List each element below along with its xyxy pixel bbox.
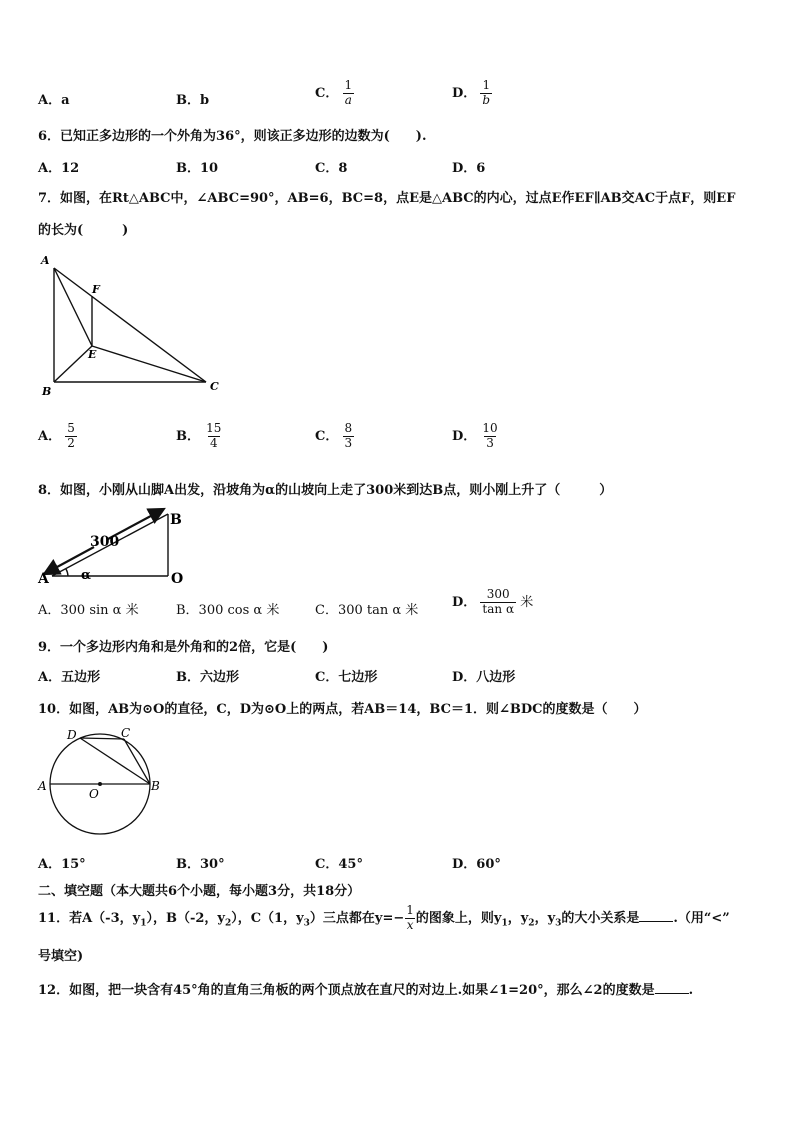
q10-option-a: A．15° bbox=[38, 857, 86, 872]
q6-question: 6．已知正多边形的一个外角为36°，则该正多边形的边数为( ). bbox=[38, 129, 427, 144]
q5-option-c: C． $\frac{1}{a}$ bbox=[315, 78, 353, 107]
q6-option-b: B．10 bbox=[176, 161, 219, 176]
q12-question: 12．如图，把一块含有45°角的直角三角板的两个顶点放在直尺的对边上.如果∠1=20°，那么∠2的度数是 . bbox=[38, 983, 694, 998]
q7-question-line2: 的长为( ) bbox=[38, 223, 129, 238]
q8-label-a: A bbox=[38, 571, 49, 587]
q10-question: 10．如图，AB为⊙O的直径，C，D为⊙O上的两点，若AB＝14，BC＝1．则∠BDC的度数是（ ） bbox=[38, 702, 647, 717]
q9-option-d: D．八边形 bbox=[452, 670, 516, 685]
q6-option-d: D．6 bbox=[452, 161, 486, 176]
q10-option-d: D．60° bbox=[452, 857, 501, 872]
q8-option-a: A．300 sin α 米 bbox=[38, 603, 139, 618]
q7-question-line1: 7．如图，在Rt△ABC中，∠ABC=90°，AB=6，BC=8，点E是△ABC的内心，过点E作EF∥AB交AC于点F，则EF bbox=[38, 191, 736, 206]
q11-question-line2: 号填空) bbox=[38, 949, 84, 964]
q9-question: 9．一个多边形内角和是外角和的2倍，它是( ) bbox=[38, 640, 329, 655]
q8-option-d: D． $\frac{300}{\text{tan α}}$ 米 bbox=[452, 587, 534, 616]
q8-option-b: B．300 cos α 米 bbox=[176, 603, 280, 618]
q10-label-d: D bbox=[67, 728, 77, 742]
q8-label-b: B bbox=[170, 512, 182, 528]
q10-label-c: C bbox=[121, 726, 131, 740]
q7-label-c: C bbox=[210, 380, 219, 393]
q8-question: 8．如图，小刚从山脚A出发，沿坡角为α的山坡向上走了300米到达B点，则小刚上升了（ ） bbox=[38, 483, 613, 498]
q11-question-line1: 11．若A（-3，$y_1$），B（-2，$y_2$），C（1，$y_3$）三点都在y=− $\frac{1}{x}$ 的图象上，则$y_1$，$y_2$，$y_3$的大小关系是 .（用“<” bbox=[38, 903, 730, 932]
q10-circle-figure bbox=[36, 724, 170, 840]
q10-label-b: B bbox=[151, 779, 160, 793]
q8-label-300: 300 bbox=[90, 534, 120, 550]
q6-option-c: C．8 bbox=[315, 161, 348, 176]
q10-label-a: A bbox=[38, 779, 47, 793]
q7-triangle-figure bbox=[36, 252, 226, 400]
q10-label-o: O bbox=[89, 787, 99, 801]
q7-label-a: A bbox=[41, 254, 50, 267]
q5-option-d: D． $\frac{1}{b}$ bbox=[452, 78, 491, 107]
q8-slope-figure bbox=[36, 504, 196, 588]
q7-option-d: D． $\frac{10}{3}$ bbox=[452, 421, 498, 450]
section-heading-fill-in: 二、填空题（本大题共6个小题，每小题3分，共18分） bbox=[38, 884, 361, 899]
q7-label-e: E bbox=[88, 348, 97, 361]
q10-option-b: B．30° bbox=[176, 857, 225, 872]
q9-option-b: B．六边形 bbox=[176, 670, 239, 685]
q5-option-b: B．b bbox=[176, 93, 210, 108]
q9-option-a: A．五边形 bbox=[38, 670, 101, 685]
q10-option-c: C．45° bbox=[315, 857, 363, 872]
q8-label-alpha: α bbox=[81, 568, 92, 583]
q7-option-c: C． $\frac{8}{3}$ bbox=[315, 421, 353, 450]
q8-label-o: O bbox=[171, 571, 184, 587]
q7-label-b: B bbox=[42, 385, 52, 398]
q6-option-a: A．12 bbox=[38, 161, 80, 176]
q12-answer-blank bbox=[655, 982, 689, 994]
q11-answer-blank bbox=[639, 910, 673, 922]
q9-option-c: C．七边形 bbox=[315, 670, 378, 685]
q7-label-f: F bbox=[92, 283, 100, 296]
q7-option-a: A． $\frac{5}{2}$ bbox=[38, 421, 75, 450]
q7-option-b: B． $\frac{15}{4}$ bbox=[176, 421, 222, 450]
q5-option-a: A．a bbox=[38, 93, 70, 108]
q8-option-c: C．300 tan α 米 bbox=[315, 603, 419, 618]
